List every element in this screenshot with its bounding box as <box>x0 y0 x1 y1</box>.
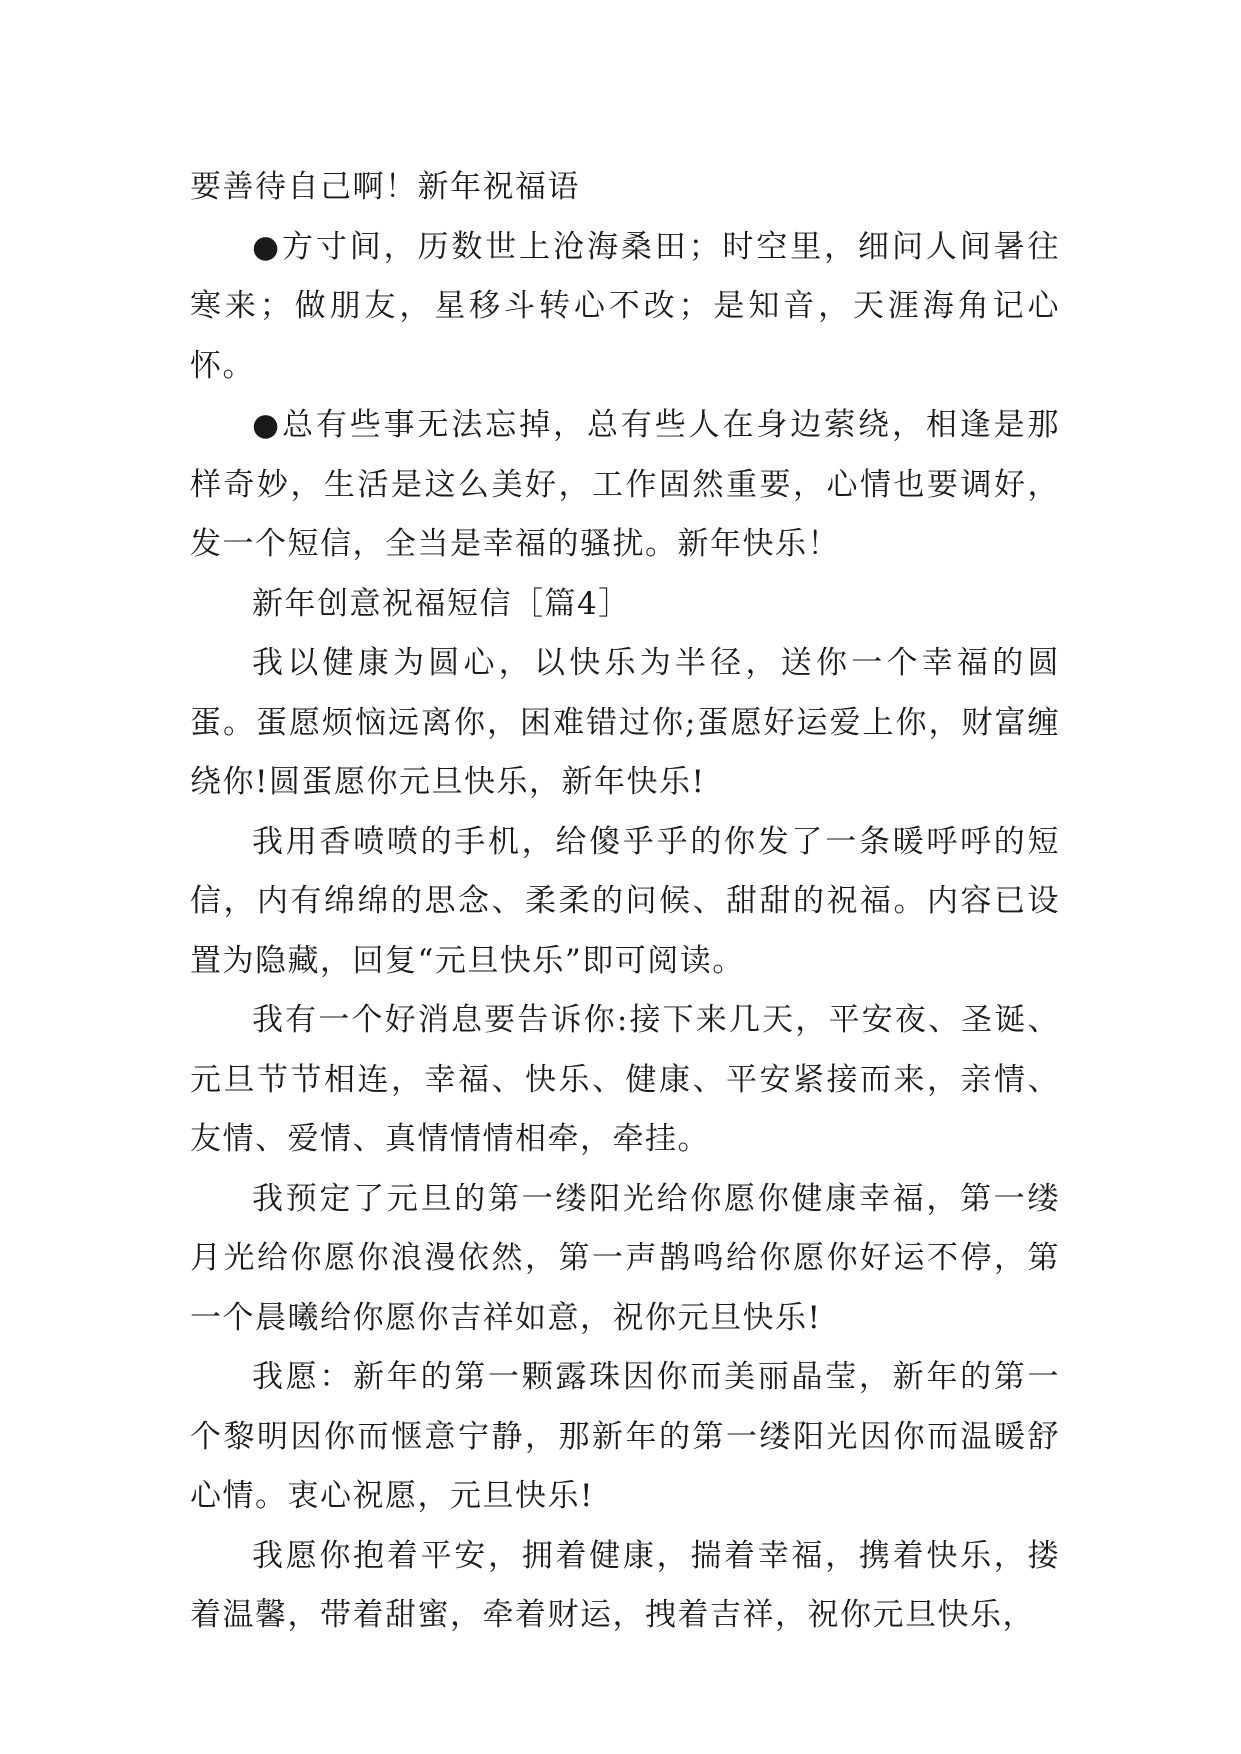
paragraph-bullet: ●方寸间，历数世上沧海桑田；时空里，细问人间暑往寒来；做朋友，星移斗转心不改；是知音，天涯海角记心怀。 <box>190 228 1060 384</box>
paragraph: 我用香喷喷的手机，给傻乎乎的你发了一条暖呼呼的短信，内有绵绵的思念、柔柔的问候、甜甜的祝福。内容已设置为隐藏，回复“元旦快乐”即可阅读。 <box>190 823 1060 979</box>
paragraph: 我愿你抱着平安，拥着健康，揣着幸福，携着快乐，搂着温馨，带着甜蜜，牵着财运，拽着吉祥，祝你元旦快乐， <box>190 1537 1060 1633</box>
document-body <box>190 158 1060 1646</box>
paragraph: 我预定了元旦的第一缕阳光给你愿你健康幸福，第一缕月光给你愿你浪漫依然，第一声鹊鸣给你愿你好运不停，第一个晨曦给你愿你吉祥如意，祝你元旦快乐! <box>190 1180 1060 1336</box>
paragraph: 我有一个好消息要告诉你:接下来几天，平安夜、圣诞、元旦节节相连，幸福、快乐、健康、平安紧接而来，亲情、友情、爱情、真情情情相牵，牵挂。 <box>190 1002 1060 1157</box>
paragraph-bullet: ●总有些事无法忘掉，总有些人在身边萦绕，相逢是那样奇妙，生活是这么美好，工作固然重要，心情也要调好，发一个短信，全当是幸福的骚扰。新年快乐！ <box>190 407 1060 562</box>
section-heading: 新年创意祝福短信［篇4］ <box>252 585 631 622</box>
paragraph: 我以健康为圆心，以快乐为半径，送你一个幸福的圆蛋。蛋愿烦恼远离你，困难错过你;蛋愿好运爱上你，财富缠绕你!圆蛋愿你元旦快乐，新年快乐! <box>190 645 1060 800</box>
paragraph: 我愿：新年的第一颗露珠因你而美丽晶莹，新年的第一个黎明因你而惬意宁静，那新年的第一缕阳光因你而温暖舒心情。衷心祝愿，元旦快乐! <box>190 1359 1060 1514</box>
paragraph-line: 要善待自己啊！新年祝福语 <box>190 169 580 205</box>
